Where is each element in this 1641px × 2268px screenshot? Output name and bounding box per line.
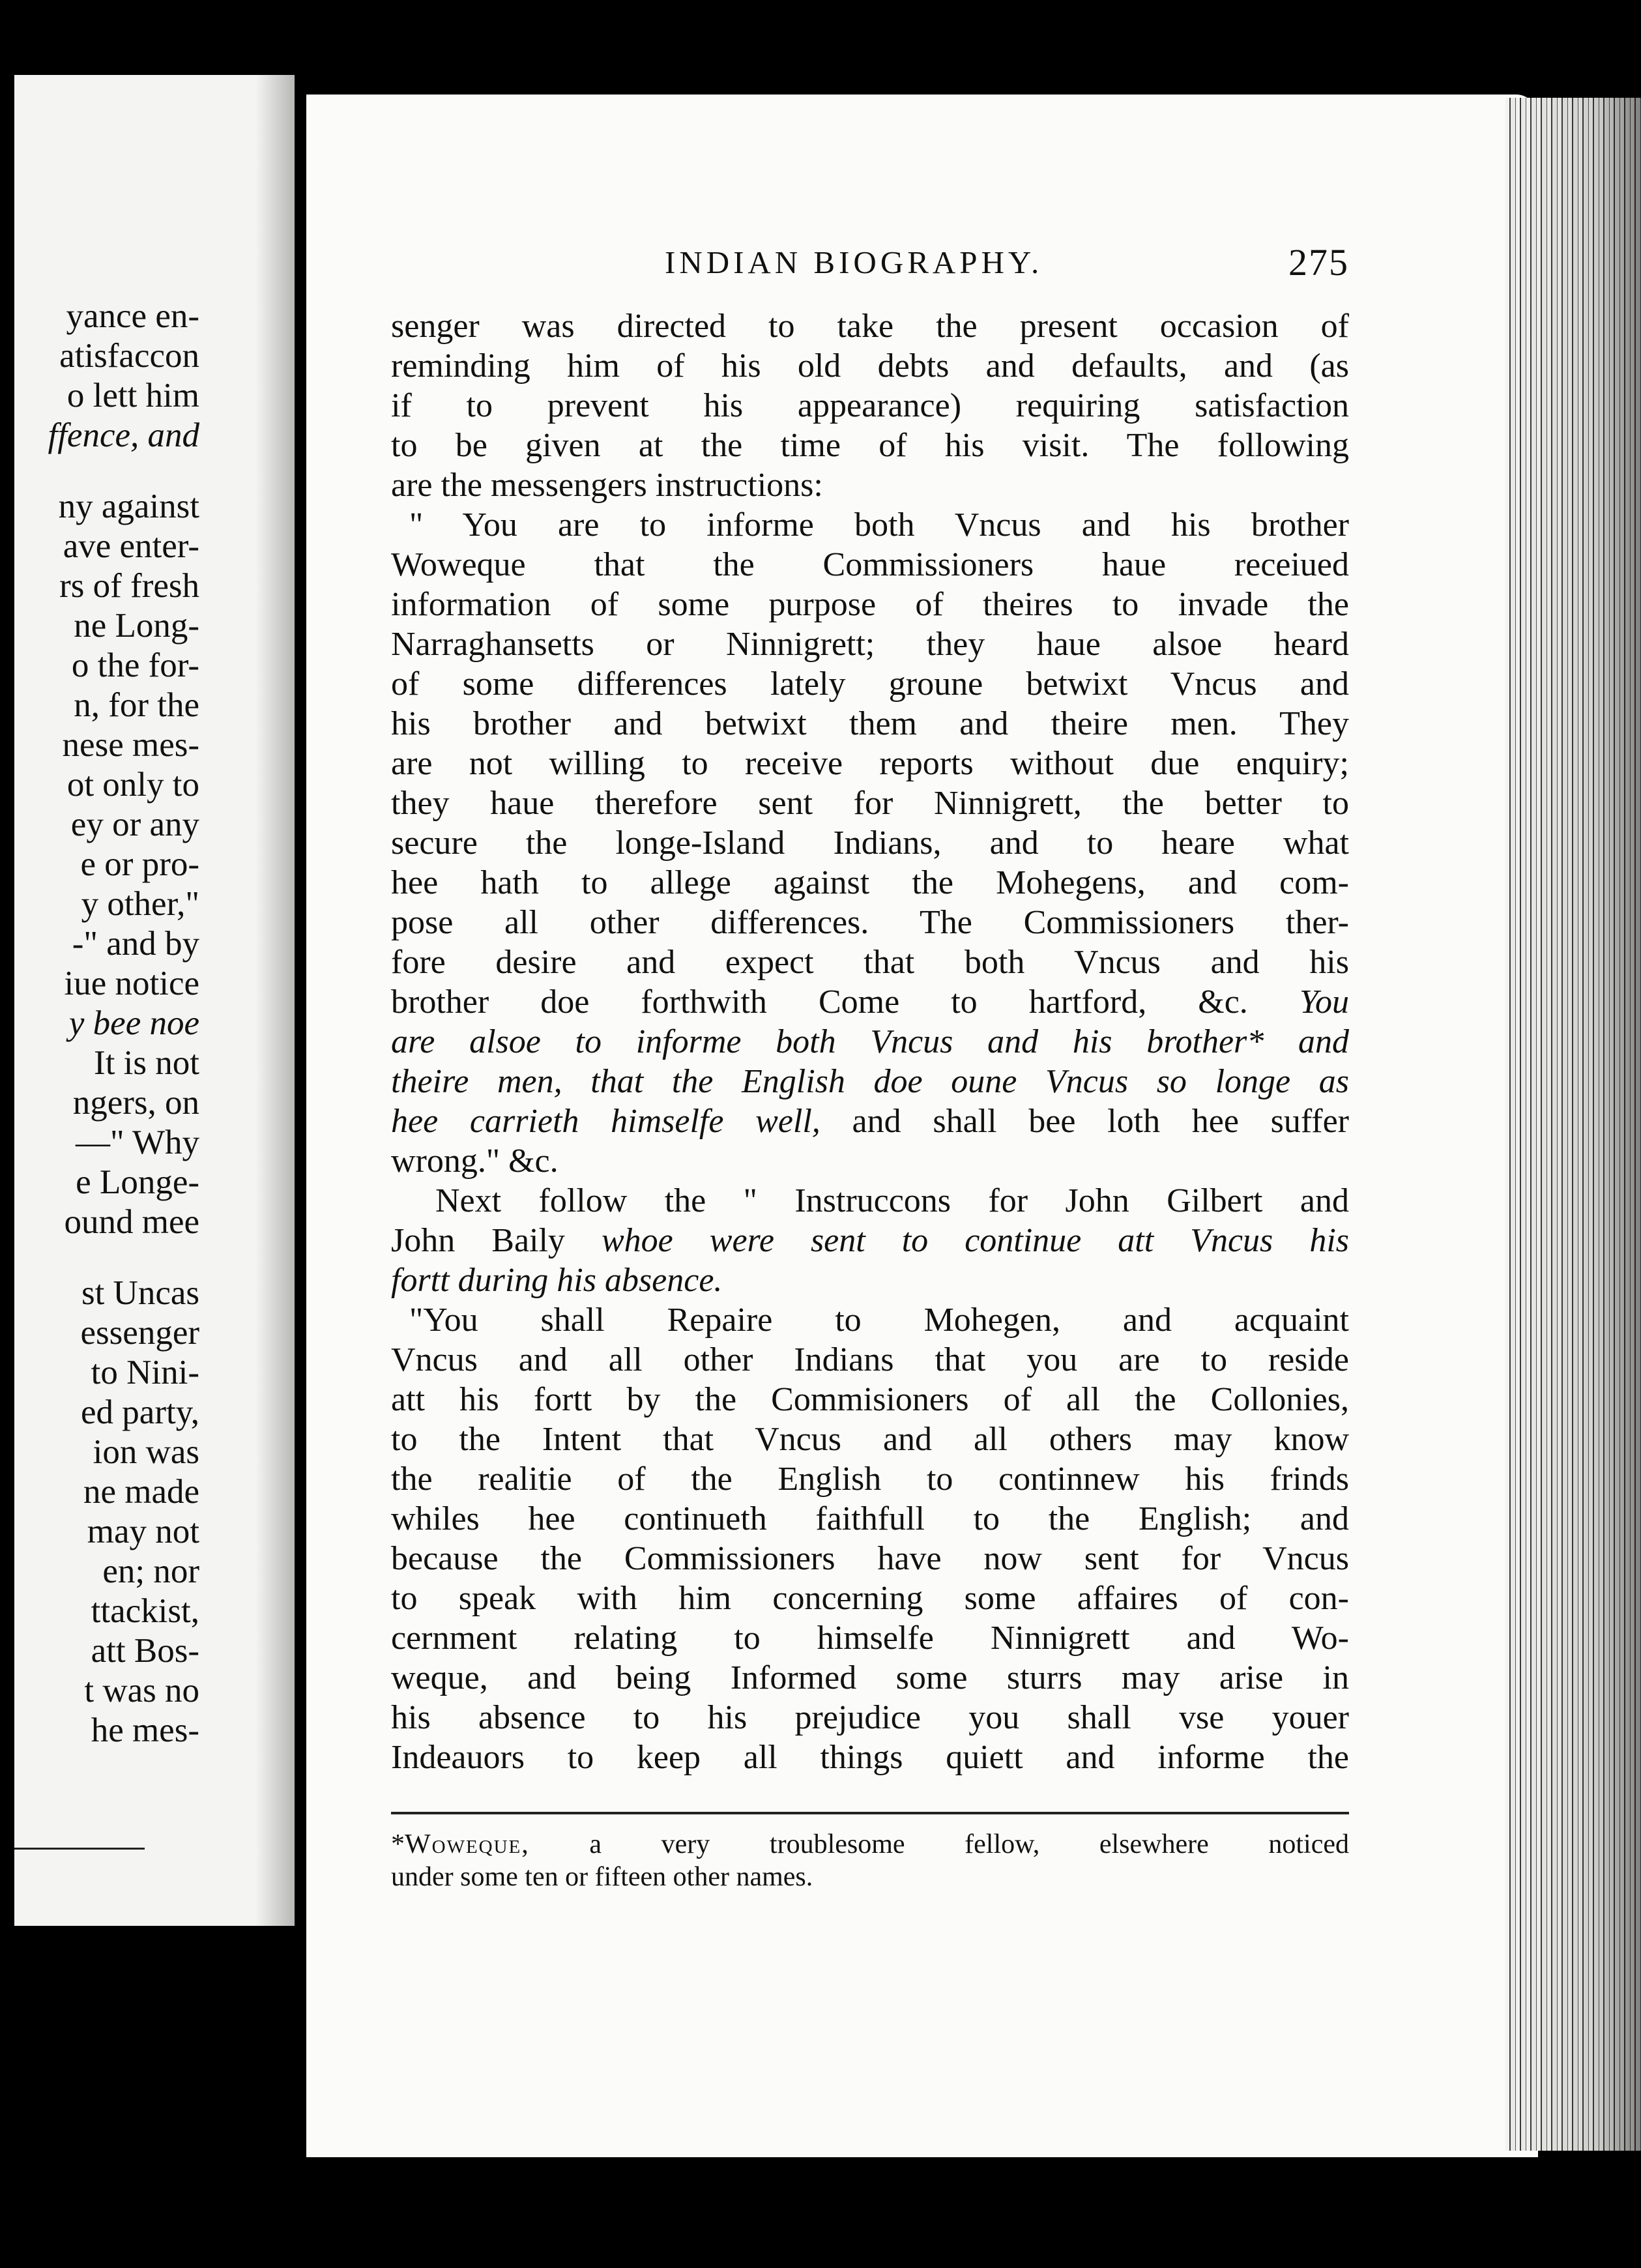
italic-run: hee carrieth himselfe well, xyxy=(391,1103,820,1140)
previous-page-line: ffence, and xyxy=(48,416,199,454)
text-line: because the Commissioners have now sent for Vncus xyxy=(391,1540,1349,1577)
previous-page-line: nese mes- xyxy=(62,726,199,764)
footnote-term: Woweque, xyxy=(405,1829,530,1859)
previous-page-line: —" Why xyxy=(76,1124,199,1161)
text-run: John Baily xyxy=(391,1222,565,1259)
previous-page-line: att Bos- xyxy=(91,1632,199,1670)
previous-page-line: ed party, xyxy=(81,1393,199,1431)
previous-page-line: iue notice xyxy=(64,965,199,1002)
previous-page-line: ave enter- xyxy=(63,527,199,565)
previous-page-line: st Uncas xyxy=(81,1274,199,1312)
previous-page-line: atisfaccon xyxy=(59,337,199,375)
italic-run: You xyxy=(1299,983,1349,1021)
footnote-line: under some ten or fifteen other names. xyxy=(391,1862,813,1892)
text-line: Narraghansetts or Ninnigrett; they haue alsoe heard xyxy=(391,626,1349,663)
text-line xyxy=(391,1221,1349,1260)
previous-page-line: o lett him xyxy=(66,377,199,414)
previous-page-line: y other," xyxy=(81,885,199,923)
text-line xyxy=(391,982,1349,1022)
previous-page-line: t was no xyxy=(84,1672,199,1709)
previous-page-line: -" and by xyxy=(72,925,199,963)
previous-page-line: ttackist, xyxy=(91,1592,199,1630)
previous-page-line: yance en- xyxy=(66,297,199,335)
previous-page-line: ny against xyxy=(58,487,199,525)
text-line xyxy=(391,1260,1349,1300)
text-line: wrong." &c. xyxy=(391,1142,559,1180)
previous-page-line: ey or any xyxy=(70,806,199,843)
previous-page-line: e Longe- xyxy=(76,1163,199,1201)
body-text xyxy=(391,306,1349,1777)
text-line: the realitie of the English to continnew his frinds xyxy=(391,1461,1349,1498)
text-line: secure the longe-Island Indians, and to heare what xyxy=(391,824,1349,862)
footnote xyxy=(391,1828,1349,1893)
previous-page-line: ngers, on xyxy=(72,1084,199,1122)
text-line xyxy=(391,1101,1349,1141)
running-head xyxy=(391,237,1349,289)
text-line: to speak with him concerning some affaires of con- xyxy=(391,1580,1349,1617)
text-line: whiles hee continueth faithfull to the English; and xyxy=(391,1500,1349,1537)
text-line: " You are to informe both Vncus and his brother xyxy=(409,506,1349,544)
previous-page-line: It is not xyxy=(94,1044,199,1082)
previous-page-line: rs of fresh xyxy=(59,567,199,605)
previous-page-line: ot only to xyxy=(66,766,199,804)
text-line: att his fortt by the Commisioners of all the Collonies, xyxy=(391,1381,1349,1418)
text-line: pose all other differences. The Commissioners ther- xyxy=(391,904,1349,941)
text-line: senger was directed to take the present occasion of xyxy=(391,308,1349,345)
italic-run: fortt during his absence. xyxy=(391,1262,723,1299)
previous-page-line: ne made xyxy=(83,1473,199,1511)
footnote-line xyxy=(391,1828,1349,1861)
previous-page-line: ound mee xyxy=(64,1203,199,1241)
footnote-mark: * xyxy=(391,1829,405,1859)
previous-page-line: e or pro- xyxy=(80,845,199,883)
text-run: brother doe forthwith Come to hartford, &c. xyxy=(391,983,1248,1021)
previous-page-fragment xyxy=(14,75,295,1926)
footnote-rule xyxy=(391,1812,1349,1814)
text-line: reminding him of his old debts and defaults, and (as xyxy=(391,347,1349,385)
text-line: are the messengers instructions: xyxy=(391,467,823,504)
text-line: Vncus and all other Indians that you are to reside xyxy=(391,1341,1349,1378)
previous-page-line: he mes- xyxy=(91,1711,199,1749)
text-line: to be given at the time of his visit. The following xyxy=(391,427,1349,464)
page-number: 275 xyxy=(1288,241,1349,284)
text-line: they haue therefore sent for Ninnigrett, the better to xyxy=(391,785,1349,822)
previous-page-line: n, for the xyxy=(74,686,199,724)
text-line: his absence to his prejudice you shall vse youer xyxy=(391,1699,1349,1736)
text-line: to the Intent that Vncus and all others may know xyxy=(391,1421,1349,1458)
text-line: fore desire and expect that both Vncus and his xyxy=(391,944,1349,981)
previous-page-line: o the for- xyxy=(71,647,199,684)
text-run: and shall bee loth hee suffer xyxy=(852,1103,1349,1140)
previous-page-line: may not xyxy=(87,1513,199,1550)
text-line xyxy=(391,1062,1349,1101)
previous-page-footnote-rule xyxy=(14,1848,145,1850)
text-line: are not willing to receive reports without due enquiry; xyxy=(391,745,1349,782)
text-line xyxy=(391,1022,1349,1062)
italic-run: are alsoe to informe both Vncus and his brother* and xyxy=(391,1023,1349,1060)
text-line: cernment relating to himselfe Ninnigrett and Wo- xyxy=(391,1620,1349,1657)
text-line: Indeauors to keep all things quiett and informe the xyxy=(391,1739,1349,1776)
spine-shadow xyxy=(255,75,295,1926)
text-line: hee hath to allege against the Mohegens, and com- xyxy=(391,864,1349,901)
previous-page-line: ne Long- xyxy=(74,607,199,645)
italic-run: theire men, that the English doe oune Vncus so longe as xyxy=(391,1063,1349,1100)
previous-page-line: essenger xyxy=(80,1314,199,1352)
text-line: of some differences lately groune betwixt Vncus and xyxy=(391,665,1349,703)
text-line: his brother and betwixt them and theire men. They xyxy=(391,705,1349,742)
previous-page-line: to Nini- xyxy=(91,1354,199,1391)
footnote-text: a very troublesome fellow, elsewhere noticed xyxy=(589,1829,1349,1859)
previous-page-line: en; nor xyxy=(102,1552,199,1590)
text-line: Woweque that the Commissioners haue receiued xyxy=(391,546,1349,583)
italic-run: whoe were sent to continue att Vncus his xyxy=(601,1222,1349,1259)
book-page xyxy=(306,94,1538,2157)
text-line: if to prevent his appearance) requiring satisfaction xyxy=(391,387,1349,424)
book-gutter xyxy=(295,0,308,2268)
previous-page-line: y bee noe xyxy=(68,1004,199,1042)
text-line: information of some purpose of theires to invade the xyxy=(391,586,1349,623)
previous-page-text xyxy=(14,297,295,1751)
text-line: weque, and being Informed some sturrs may arise in xyxy=(391,1659,1349,1696)
running-head-title: INDIAN BIOGRAPHY. xyxy=(665,244,1043,280)
page-edges-shadow xyxy=(1525,98,1641,2151)
text-line: "You shall Repaire to Mohegen, and acquaint xyxy=(409,1301,1349,1339)
previous-page-line: ion was xyxy=(93,1433,199,1471)
text-line: Next follow the " Instruccons for John Gilbert and xyxy=(435,1182,1349,1219)
